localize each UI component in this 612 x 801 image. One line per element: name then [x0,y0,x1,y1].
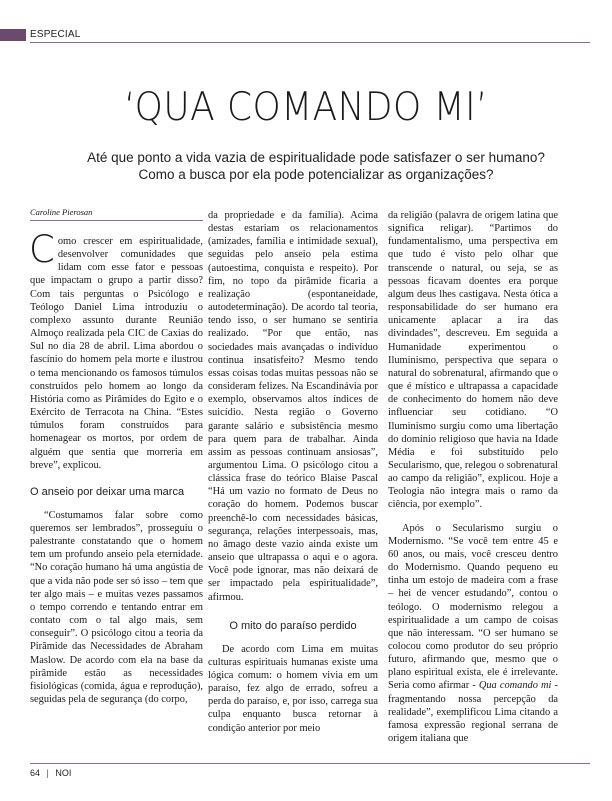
paragraph [388,522,558,746]
section-color-bar [0,29,26,41]
author-byline: Caroline Pierosan [30,207,203,221]
paragraph: da propriedade e da família). Acima destas estariam os relacionamentos (amizades, família e intimidade sexual), seguidas pelo anseio pela estima (autoestima, conquista e respeito). Por fim, no topo da pirâmide ficaria a realização (espontaneidade, autodeterminação). De acordo tal teoria, tendo isso, o ser humano se sentiria realizado. “Por que então, nas sociedades mais avançadas o indivíduo continua insatisfeito? Mesmo tendo essas coisas todas muitas pessoas não se consideram felizes. Na Escandinávia por exemplo, observamos altos índices de suicídio. Nesta região o Governo garante salário e subsistência mesmo para quem para de trabalhar. Ainda assim as pessoas continuam ansiosas”, argumentou Lima. O psicólogo citou a clássica frase do teórico Blaise Pascal “Há um vazio no formato de Deus no coração do homem. Podemos buscar preenchê-lo com necessidades básicas, segurança, relações interpessoais, mas, no âmago deste vazio ainda existe um anseio que ultrapassa o aqui e o agora. Você pode ignorar, mas não deixará de ser impactado pela espiritualidade”, afirmou. [208,210,378,603]
paragraph: da religião (palavra de origem latina que significa religar). “Partimos do fundamentalismo, uma perspectiva em que tudo é visto pelo olhar que transcende o natural, ou seja, se as pessoas ficavam doentes era porque algum deus lhes castigava. Nesta ótica a responsabilidade do ser humano era unicamente aplacar a ira das divindades”, descreveu. Em seguida a Humanidade experimentou o Iluminismo, perspectiva que separa o natural do sobrenatural, afirmando que o que é místico e ultrapassa a capacidade de conhecimento do homem não deve influenciar seu cotidiano. “O Iluminismo surgiu como uma libertação do domínio religioso que havia na Idade Média e foi substituído pelo Secularismo, que, relegou o sobrenatural ao campo da religião”, explicou. Hoje a Teologia não integra mais o ramo da ciência, por exemplo”. [388,210,558,511]
emphasis-quote: Qua comando mi [478,680,552,692]
subhead-anseio: O anseio por deixar uma marca [30,485,185,498]
paragraph-text: Após o Secularismo surgiu o Modernismo. “Se você tem entre 45 e 60 anos, ou mais, você cresceu dentro do Modernismo. Quando pequeno eu tinha um estojo de madeira com a frase – hei de vencer estudando”, contou o teólogo. O modernismo relegou a espiritualidade a um campo de coisas que não interessam. “O ser humano se colocou como produtor do seu próprio futuro, afirmando que, mesmo que o plano espiritual exista, ele é irrelevante. Seria como afirmar - [388,522,558,692]
column-2 [208,209,378,735]
section-label: ESPECIAL [30,29,81,40]
magazine-name: NOI [55,768,72,778]
subtitle-line-2: Como a busca por ela pode potencializar as organizações? [138,167,494,182]
drop-cap: C [29,228,55,271]
footer-separator: | [46,768,49,778]
page-number: 64 [30,768,41,778]
subhead-mito: O mito do paraíso perdido [229,619,357,632]
paragraph-intro [29,228,203,472]
column-3 [388,209,558,745]
footer-rule [30,763,590,764]
section-rule [30,42,590,43]
paragraph: De acordo com Lima em muitas culturas espirituais humanas existe uma lógica comum: o homem vivia em um paraíso, fez algo de errado, sofreu a perda do paraíso, e, por isso, carrega sua culpa enquanto busca retornar à condição anterior por meio [208,643,378,734]
paragraph-text: - fragmentando nossa percepção da realidade”, exemplificou Lima citando a famosa expressão regional serrana de origem italiana que [388,680,558,745]
column-1 [30,207,203,706]
article-subtitle [60,149,572,183]
subtitle-line-1: Até que ponto a vida vazia de espiritualidade pode satisfazer o ser humano? [87,150,545,165]
intro-text: omo crescer em espiritualidade, desenvolver comunidades que lidam com esse fator e pessoas que impactam o grupo a partir disso? Com tais perguntas o Psicólogo e Teólogo Daniel Lima introduziu o complexo assunto durante Reunião Almoço realizada pela CIC de Caxias do Sul no dia 28 de abril. Lima abordou o fascínio do homem pela morte e ilustrou o tema mencionando os famosos túmulos construídos pelo homem ao longo da História como as Pirâmides do Egito e o Exército de Terracota na China. “Estes túmulos foram construídos para homenagear os mortos, por ordem de alguém que sentia que morreria em breve”, explicou. [30,236,203,471]
page-footer [30,768,71,778]
article-title: ‘QUA COMANDO MI’ [124,85,488,130]
paragraph: “Costumamos falar sobre como queremos ser lembrados”, prosseguiu o palestrante constatando que o homem tem um profundo anseio pela eternidade. “No coração humano há uma angústia de que a vida não pode ser só isso – tem que ter algo mais – e muitas vezes passamos o tempo correndo e tentando entrar em contato com o tal algo mais, sem conseguir”. O psicólogo citou a teoria da Pirâmide das Necessidades de Abraham Maslow. De acordo com ela na base da pirâmide estão as necessidades fisiológicas (comida, água e reprodução), seguidas pela de segurança (do corpo, [30,509,203,705]
